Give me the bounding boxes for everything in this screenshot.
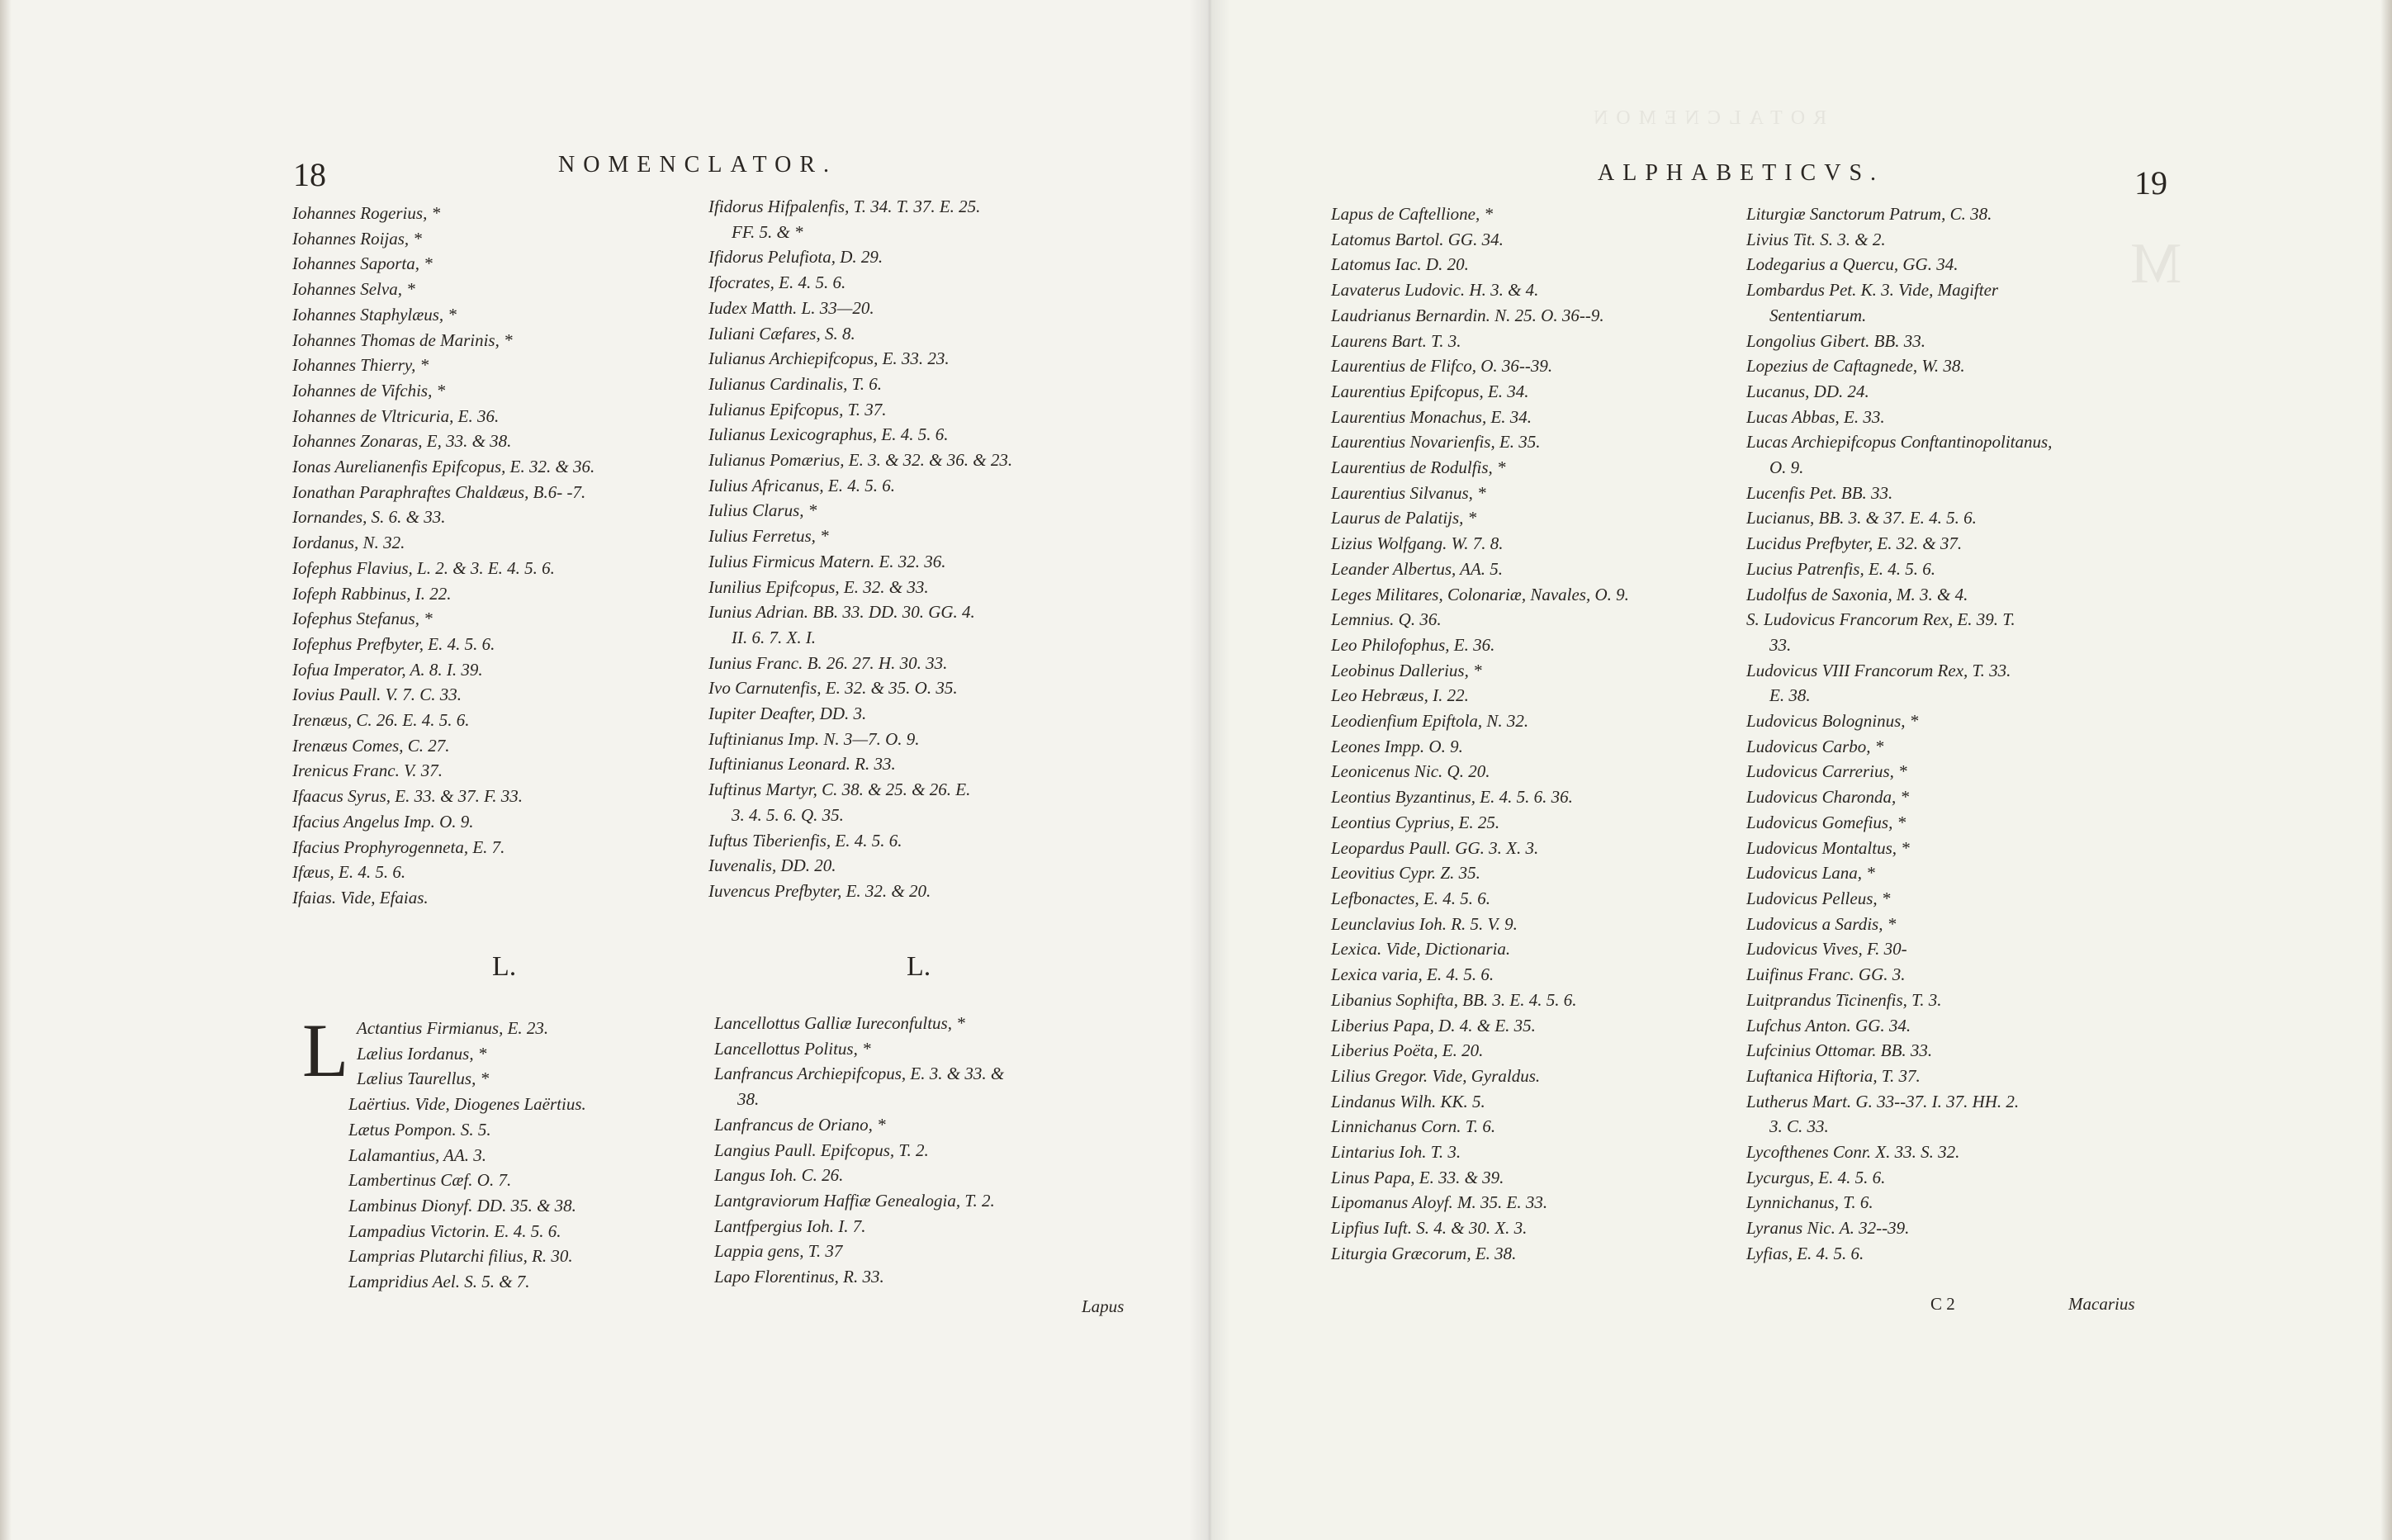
index-entry: Lintarius Ioh. T. 3. <box>1331 1142 1461 1163</box>
index-entry: Ivo Carnutenfis, E. 32. & 35. O. 35. <box>708 678 958 699</box>
index-entry: Ludovicus Charonda, * <box>1746 787 1909 808</box>
index-entry: Laudrianus Bernardin. N. 25. O. 36--9. <box>1331 305 1604 325</box>
index-entry: 3. C. 33. <box>1769 1116 1829 1137</box>
index-entry: Iohannes de Vifchis, * <box>292 380 446 400</box>
index-entry: Lanfrancus Archiepifcopus, E. 3. & 33. & <box>714 1064 1005 1084</box>
index-entry: Leontius Byzantinus, E. 4. 5. 6. 36. <box>1331 787 1573 808</box>
index-entry: Leones Impp. O. 9. <box>1331 736 1463 756</box>
index-entry: Iohannes Thierry, * <box>292 355 429 376</box>
index-entry: Leontius Cyprius, E. 25. <box>1331 812 1500 832</box>
index-entry: Lynnichanus, T. 6. <box>1746 1192 1873 1213</box>
index-entry: Liberius Papa, D. 4. & E. 35. <box>1331 1015 1536 1035</box>
index-entry: Iuftinianus Imp. N. 3—7. O. 9. <box>708 728 920 749</box>
drop-cap: L <box>302 1008 349 1092</box>
index-entry: Iohannes Roijas, * <box>292 228 422 249</box>
index-entry: Ludovicus Bologninus, * <box>1746 711 1919 732</box>
signature-mark: C 2 <box>1930 1294 1955 1314</box>
index-entry: Ludovicus a Sardis, * <box>1746 913 1897 934</box>
index-entry: Iornandes, S. 6. & 33. <box>292 507 446 528</box>
index-entry: E. 38. <box>1769 685 1811 706</box>
page-number: 19 <box>2134 164 2167 201</box>
index-entry: Iulius Firmicus Matern. E. 32. 36. <box>708 551 946 571</box>
index-entry: Lombardus Pet. K. 3. Vide, Magifter <box>1746 280 1999 301</box>
index-entry: Lamprias Plutarchi filius, R. 30. <box>348 1246 573 1267</box>
index-entry: Leunclavius Ioh. R. 5. V. 9. <box>1331 913 1518 934</box>
index-entry: Laurentius de Rodulfis, * <box>1331 457 1506 478</box>
index-entry: Iofua Imperator, A. 8. I. 39. <box>292 659 483 680</box>
index-entry: Iuftus Tiberienfis, E. 4. 5. 6. <box>708 830 902 851</box>
index-entry: Ludovicus VIII Francorum Rex, T. 33. <box>1746 660 2011 680</box>
index-entry: Ludovicus Montaltus, * <box>1746 837 1910 858</box>
index-entry: Luftanica Hiftoria, T. 37. <box>1746 1065 1921 1086</box>
index-entry: Ifæus, E. 4. 5. 6. <box>292 862 406 883</box>
index-entry: Ifocrates, E. 4. 5. 6. <box>708 272 846 293</box>
index-entry: Lefbonactes, E. 4. 5. 6. <box>1331 888 1491 908</box>
index-entry: Laurus de Palatijs, * <box>1331 508 1477 528</box>
index-entry: Laurentius Silvanus, * <box>1331 482 1486 503</box>
index-entry: Lalamantius, AA. 3. <box>348 1144 487 1165</box>
page-edge <box>2380 0 2392 1540</box>
index-entry: Iuftinianus Leonard. R. 33. <box>708 754 896 775</box>
index-entry: Leovitius Cypr. Z. 35. <box>1331 863 1480 884</box>
index-entry: Ludovicus Carbo, * <box>1746 736 1884 756</box>
index-entry: S. Ludovicus Francorum Rex, E. 39. T. <box>1746 609 2015 630</box>
index-entry: Lanfrancus de Oriano, * <box>714 1114 886 1135</box>
index-entry: Ludovicus Pelleus, * <box>1746 888 1891 908</box>
index-entry: Ifidorus Hifpalenfis, T. 34. T. 37. E. 25. <box>708 197 981 216</box>
index-entry: Linus Papa, E. 33. & 39. <box>1331 1167 1504 1187</box>
index-entry: Lætus Pompon. S. 5. <box>348 1119 491 1140</box>
column-left-2 <box>708 194 1012 904</box>
index-entry: Laurens Bart. T. 3. <box>1331 330 1461 351</box>
index-entry: Lexica. Vide, Dictionaria. <box>1331 939 1511 960</box>
index-entry: Iulianus Pomærius, E. 3. & 32. & 36. & 23. <box>708 450 1013 471</box>
index-entry: Iovius Paull. V. 7. C. 33. <box>292 685 462 705</box>
index-entry: Lucas Abbas, E. 33. <box>1746 406 1885 427</box>
index-entry: Latomus Iac. D. 20. <box>1331 254 1469 275</box>
index-entry: Iupiter Deafter, DD. 3. <box>708 704 867 724</box>
index-entry: Lambinus Dionyf. DD. 35. & 38. <box>348 1195 576 1215</box>
index-entry: FF. 5. & * <box>732 221 803 242</box>
index-entry: Lucius Patrenfis, E. 4. 5. 6. <box>1746 558 1936 579</box>
column-left-1 <box>292 201 594 911</box>
index-entry: Lucianus, BB. 3. & 37. E. 4. 5. 6. <box>1746 508 1977 528</box>
index-entry: Iohannes Saporta, * <box>292 254 433 274</box>
index-entry: Lemnius. Q. 36. <box>1331 609 1442 630</box>
index-entry: Leopardus Paull. GG. 3. X. 3. <box>1331 837 1539 858</box>
index-entry: Ludovicus Gomefius, * <box>1746 812 1906 832</box>
index-entry: Lælius Taurellus, * <box>357 1069 490 1089</box>
index-entry: Luifinus Franc. GG. 3. <box>1746 964 1906 985</box>
running-head: ALPHABETICVS. <box>1598 160 1885 186</box>
index-entry: Iohannes Thomas de Marinis, * <box>292 329 513 350</box>
index-entry: Lælius Iordanus, * <box>357 1043 487 1064</box>
index-entry: Longolius Gibert. BB. 33. <box>1746 330 1926 351</box>
index-entry: Lavaterus Ludovic. H. 3. & 4. <box>1331 280 1539 301</box>
index-entry: Latomus Bartol. GG. 34. <box>1331 229 1504 249</box>
index-entry: Lyranus Nic. A. 32--39. <box>1746 1218 1910 1239</box>
section-letter: L. <box>492 951 517 982</box>
index-entry: Laurentius Epifcopus, E. 34. <box>1331 381 1529 401</box>
section-letter: L. <box>907 951 931 982</box>
index-entry: Iulius Clarus, * <box>708 500 817 521</box>
column-right-2 <box>1746 201 2052 1267</box>
index-entry: Laurentius Monachus, E. 34. <box>1331 406 1532 427</box>
index-entry: Actantius Firmianus, E. 23. <box>357 1018 549 1038</box>
running-head: NOMENCLATOR. <box>558 152 838 178</box>
index-entry: Langius Paull. Epifcopus, T. 2. <box>714 1140 929 1160</box>
index-entry: Lancellottus Galliæ Iureconfultus, * <box>714 1013 965 1033</box>
index-entry: Linnichanus Corn. T. 6. <box>1331 1116 1496 1137</box>
index-entry: Iofephus Stefanus, * <box>292 609 433 629</box>
index-entry: Ifidorus Pelufiota, D. 29. <box>708 247 883 268</box>
index-entry: Ionas Aurelianenfis Epifcopus, E. 32. & 36. <box>292 457 595 477</box>
index-entry: Iuvencus Prefbyter, E. 32. & 20. <box>708 880 931 901</box>
index-entry: Iunilius Epifcopus, E. 32. & 33. <box>708 576 929 597</box>
index-entry: Iudex Matth. L. 33—20. <box>708 297 874 318</box>
index-entry: Irenæus, C. 26. E. 4. 5. 6. <box>292 710 470 731</box>
index-entry: Liturgia Græcorum, E. 38. <box>1331 1243 1517 1263</box>
index-entry: Lizius Wolfgang. W. 7. 8. <box>1331 533 1504 554</box>
gutter <box>1189 0 1230 1540</box>
index-entry: Leges Militares, Colonariæ, Navales, O. 9. <box>1331 584 1629 604</box>
index-entry: Lapus de Caftellione, * <box>1331 204 1493 224</box>
index-entry: Leodienfium Epiftola, N. 32. <box>1331 711 1529 732</box>
index-entry: Leo Hebræus, I. 22. <box>1331 685 1469 706</box>
index-entry: Libanius Sophifta, BB. 3. E. 4. 5. 6. <box>1331 989 1577 1010</box>
index-entry: Iulius Ferretus, * <box>708 526 829 547</box>
index-entry: Ifacius Prophyrogenneta, E. 7. <box>292 836 505 857</box>
index-entry: Lilius Gregor. Vide, Gyraldus. <box>1331 1065 1541 1086</box>
right-page <box>1210 0 2392 1540</box>
index-entry: Leo Philofophus, E. 36. <box>1331 634 1495 655</box>
index-entry: Ifaacus Syrus, E. 33. & 37. F. 33. <box>292 786 523 807</box>
index-entry: Lipomanus Aloyf. M. 35. E. 33. <box>1331 1192 1548 1213</box>
index-entry: Langus Ioh. C. 26. <box>714 1165 844 1186</box>
index-entry: Irenæus Comes, C. 27. <box>292 735 450 756</box>
index-entry: Iordanus, N. 32. <box>292 533 405 553</box>
index-entry: Lipfius Iuft. S. 4. & 30. X. 3. <box>1331 1218 1528 1239</box>
index-entry: Ludovicus Carrerius, * <box>1746 761 1907 782</box>
index-entry: Lantfpergius Ioh. I. 7. <box>714 1215 866 1236</box>
index-entry: Leonicenus Nic. Q. 20. <box>1331 761 1490 782</box>
index-entry: Iohannes Zonaras, E, 33. & 38. <box>292 431 512 452</box>
column-left-2-lower <box>714 1011 1004 1290</box>
index-entry: Lampadius Victorin. E. 4. 5. 6. <box>348 1220 561 1241</box>
index-entry: Iunius Adrian. BB. 33. DD. 30. GG. 4. <box>708 602 975 623</box>
index-entry: Leander Albertus, AA. 5. <box>1331 558 1504 579</box>
index-entry: Ludovicus Lana, * <box>1746 863 1875 884</box>
index-entry: Lappia gens, T. 37 <box>714 1241 843 1262</box>
page-number: 18 <box>293 156 326 193</box>
catchword: Lapus <box>1082 1296 1125 1316</box>
index-entry: Iofephus Prefbyter, E. 4. 5. 6. <box>292 633 495 654</box>
index-entry: Iohannes de Vltricuria, E. 36. <box>292 405 500 426</box>
index-entry: Iohannes Rogerius, * <box>292 203 441 223</box>
index-entry: Lambertinus Cæf. O. 7. <box>348 1170 512 1191</box>
index-entry: Lexica varia, E. 4. 5. 6. <box>1331 964 1494 985</box>
column-left-1-lower <box>348 1016 586 1295</box>
index-entry: Lufchus Anton. GG. 34. <box>1746 1015 1911 1035</box>
index-entry: Lycurgus, E. 4. 5. 6. <box>1746 1167 1886 1187</box>
index-entry: Iuftinus Martyr, C. 38. & 25. & 26. E. <box>708 779 971 800</box>
index-entry: Liberius Poëta, E. 20. <box>1331 1040 1484 1061</box>
index-entry: Lodegarius a Quercu, GG. 34. <box>1746 254 1959 275</box>
index-entry: Ifaias. Vide, Efaias. <box>292 887 429 907</box>
index-entry: Ionathan Paraphraftes Chaldæus, B.6- -7. <box>292 481 586 502</box>
index-entry: Iofephus Flavius, L. 2. & 3. E. 4. 5. 6. <box>292 557 555 578</box>
index-entry: Iunius Franc. B. 26. 27. H. 30. 33. <box>708 652 948 673</box>
index-entry: Iuliani Cæfares, S. 8. <box>708 323 855 344</box>
index-entry: Lampridius Ael. S. 5. & 7. <box>348 1272 530 1292</box>
index-entry: Iohannes Selva, * <box>292 279 415 300</box>
index-entry: Lucanus, DD. 24. <box>1746 381 1869 401</box>
index-entry: Lapo Florentinus, R. 33. <box>714 1267 884 1287</box>
index-entry: Livius Tit. S. 3. & 2. <box>1746 229 1886 249</box>
index-entry: Iuvenalis, DD. 20. <box>708 855 836 876</box>
index-entry: Iulianus Lexicographus, E. 4. 5. 6. <box>708 424 949 445</box>
index-entry: Lancellottus Politus, * <box>714 1038 871 1059</box>
index-entry: Lucenfis Pet. BB. 33. <box>1746 482 1893 503</box>
index-entry: Liturgiæ Sanctorum Patrum, C. 38. <box>1746 204 1992 224</box>
index-entry: Irenicus Franc. V. 37. <box>292 761 443 781</box>
index-entry: Iulianus Epifcopus, T. 37. <box>708 399 887 419</box>
index-entry: Iulianus Cardinalis, T. 6. <box>708 373 883 394</box>
show-through-initial: M <box>2130 232 2182 296</box>
column-right-1 <box>1331 201 1629 1267</box>
index-entry: 33. <box>1769 634 1792 655</box>
index-entry: Laurentius de Flifco, O. 36--39. <box>1331 356 1553 377</box>
index-entry: Ifacius Angelus Imp. O. 9. <box>292 811 474 832</box>
index-entry: II. 6. 7. X. I. <box>732 627 817 647</box>
index-entry: Iulianus Archiepifcopus, E. 33. 23. <box>708 348 950 369</box>
index-entry: Lufcinius Ottomar. BB. 33. <box>1746 1040 1933 1061</box>
index-entry: Iohannes Staphylæus, * <box>292 304 457 325</box>
index-entry: Sententiarum. <box>1769 305 1867 325</box>
catchword: Macarius <box>2068 1294 2135 1314</box>
index-entry: Lopezius de Caftagnede, W. 38. <box>1746 356 1965 377</box>
index-entry: Laurentius Novarienfis, E. 35. <box>1331 432 1541 453</box>
index-entry: Lantgraviorum Haffiæ Genealogia, T. 2. <box>714 1190 995 1211</box>
index-entry: Lutherus Mart. G. 33--37. I. 37. HH. 2. <box>1746 1091 2020 1111</box>
show-through-heading: ROTALCNEMON <box>1585 107 1827 129</box>
index-entry: Lycofthenes Conr. X. 33. S. 32. <box>1746 1142 1960 1163</box>
index-entry: Lindanus Wilh. KK. 5. <box>1331 1091 1485 1111</box>
index-entry: Iofeph Rabbinus, I. 22. <box>292 583 452 604</box>
index-entry: Iulius Africanus, E. 4. 5. 6. <box>708 475 895 495</box>
index-entry: Ludolfus de Saxonia, M. 3. & 4. <box>1746 584 1968 604</box>
index-entry: Leobinus Dallerius, * <box>1331 660 1482 680</box>
index-entry: O. 9. <box>1769 457 1804 478</box>
page-edge <box>0 0 12 1540</box>
index-entry: 3. 4. 5. 6. Q. 35. <box>732 804 844 825</box>
index-entry: Laërtius. Vide, Diogenes Laërtius. <box>348 1094 586 1115</box>
index-entry: 38. <box>737 1089 760 1110</box>
index-entry: Lyfias, E. 4. 5. 6. <box>1746 1243 1864 1263</box>
index-entry: Lucidus Prefbyter, E. 32. & 37. <box>1746 533 1963 554</box>
index-entry: Ludovicus Vives, F. 30- <box>1746 939 1907 960</box>
index-entry: Lucas Archiepifcopus Conftantinopolitanus, <box>1746 432 2053 453</box>
index-entry: Luitprandus Ticinenfis, T. 3. <box>1746 989 1942 1010</box>
